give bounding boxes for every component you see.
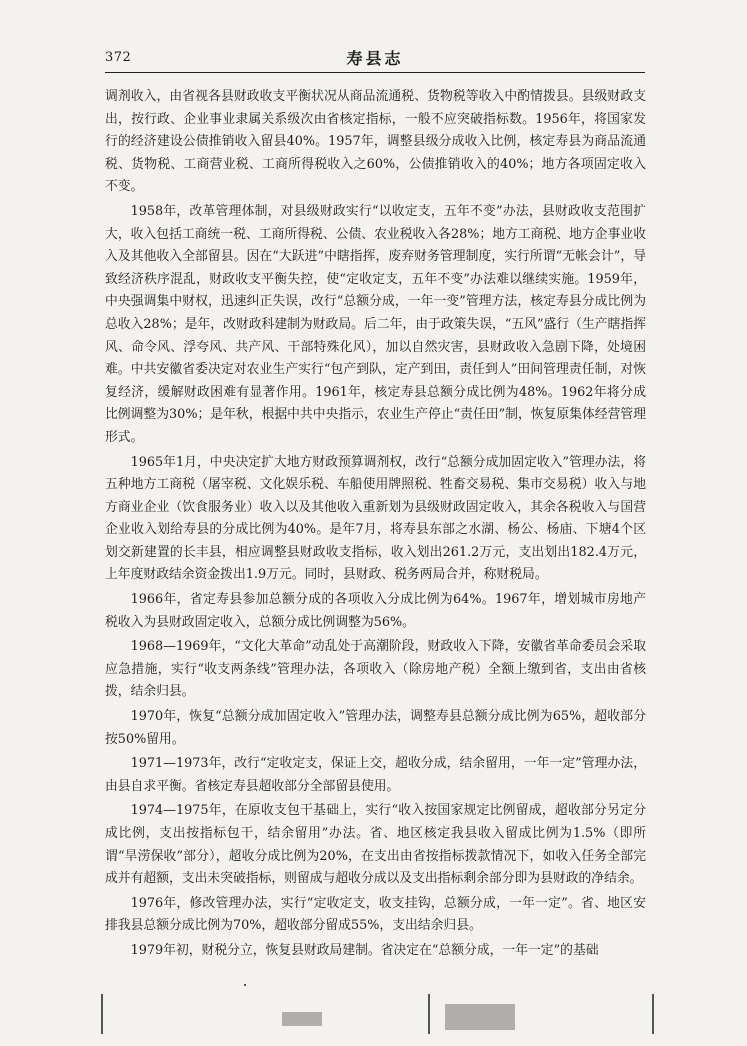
- page-header: [105, 46, 645, 70]
- scan-noise-2: [445, 1004, 515, 1030]
- scan-mark-center: [428, 994, 430, 1034]
- paragraph-2: 1958年，改革管理体制，对县级财政实行“以收定支，五年不变”办法，县财政收支范围扩大，收入包括工商统一税、工商所得税、公债、农业税收入各28%；地方工商税、地方企事业收入及其他收入全部留县。因在“大跃进”中瞎指挥，废弃财务管理制度，实行所谓“无帐会计”，导致经济秩序混乱，财政收支平衡失控，使“定收定支，五年不变”办法难以继续实施。1959年，中央强调集中财权，迅速纠正失误，改行“总额分成，一年一变”管理方法，核定寿县分成比例为总收入28%；是年，改财政科建制为财政局。后二年，由于政策失误，“五风”盛行（生产瞎指挥风、命令风、浮夸风、共产风、干部特殊化风），加以自然灾害，县财政收入急剧下降，处境困难。中共安徽省委决定对农业生产实行“包产到队，定产到田，责任到人”田间管理责任制，对恢复经济，缓解财政困难有显著作用。1961年，核定寿县总额分成比例为48%。1962年将分成比例调整为30%；是年秋，根据中共中央指示，农业生产停止“责任田”制，恢复原集体经营管理形式。: [105, 203, 646, 445]
- paragraph-3: 1965年1月，中央决定扩大地方财政预算调剂权，改行“总额分成加固定收入”管理办法，将五种地方工商税（屠宰税、文化娱乐税、车船使用牌照税、牲畜交易税、集市交易税）收入与地方商业企业（饮食服务业）收入以及其他收入重新划为县级财政固定收入，其余各税收入与国营企业收入划给寿县的分成比例为40%。是年7月，将寿县东部之水湖、杨公、杨庙、下塘4个区划交新建置的长丰县，相应调整县财政收支指标，收入划出261.2万元，支出划出182.4万元，上年度财政结余资金拨出1.9万元。同时，县财政、税务两局合并，称财税局。: [105, 454, 646, 583]
- body-text: [105, 86, 646, 965]
- page-number: 372: [105, 50, 132, 65]
- paragraph-5: 1968—1969年，“文化大革命”动乱处于高潮阶段，财政收入下降，安徽省革命委员会采取应急措施，实行“收支两条线”管理办法，各项收入（除房地产税）全额上缴到省，支出由省核拨，结余归县。: [105, 639, 646, 700]
- scan-noise-1: [282, 1012, 322, 1026]
- scan-dot: [244, 984, 246, 986]
- paragraph-9: 1976年，修改管理办法，实行“定收定支，收支挂钩，总额分成，一年一定”。省、地区安排我县总额分成比例为70%，超收部分留成55%，支出结余归县。: [105, 895, 646, 934]
- paragraph-8: 1974—1975年，在原收支包干基础上，实行“收入按国家规定比例留成，超收部分另定分成比例，支出按指标包干，结余留用”办法。省、地区核定我县收入留成比例为1.5%（即所谓“旱涝保收”部分），超收分成比例为20%，在支出由省按指标拨款情况下，如收入任务全部完成并有超额，支出未突破指标，则留成与超收分成以及支出指标剩余部分即为县财政的净结余。: [105, 803, 646, 887]
- paragraph-7: 1971—1973年，改行“定收定支，保证上交，超收分成，结余留用，一年一定”管理办法，由县自求平衡。省核定寿县超收部分全部留县使用。: [105, 756, 646, 794]
- header-rule: [105, 72, 645, 73]
- paragraph-4: 1966年，省定寿县参加总额分成的各项收入分成比例为64%。1967年，增划城市房地产税收入为县财政固定收入，总额分成比例调整为56%。: [105, 592, 646, 630]
- paragraph-6: 1970年，恢复“总额分成加固定收入”管理办法，调整寿县总额分成比例为65%，超收部分按50%留用。: [105, 709, 646, 747]
- scan-mark-right: [652, 994, 654, 1034]
- scan-mark-left: [101, 994, 103, 1034]
- running-title: 寿县志: [346, 49, 404, 68]
- paragraph-1: 调剂收入，由省视各县财政收支平衡状况从商品流通税、货物税等收入中酌情拨县。县级财政支出，按行政、企业事业隶属关系级次由省核定指标，一般不应突破指标数。1956年，将国家发行的经济建设公债推销收入留县40%。1957年，调整县级分成收入比例，核定寿县为商品流通税、货物税、工商营业税、工商所得税收入之60%，公债推销收入的40%；地方各项固定收入不变。: [105, 89, 646, 195]
- paragraph-10: 1979年初，财税分立，恢复县财政局建制。省决定在“总额分成，一年一定”的基础: [130, 942, 599, 958]
